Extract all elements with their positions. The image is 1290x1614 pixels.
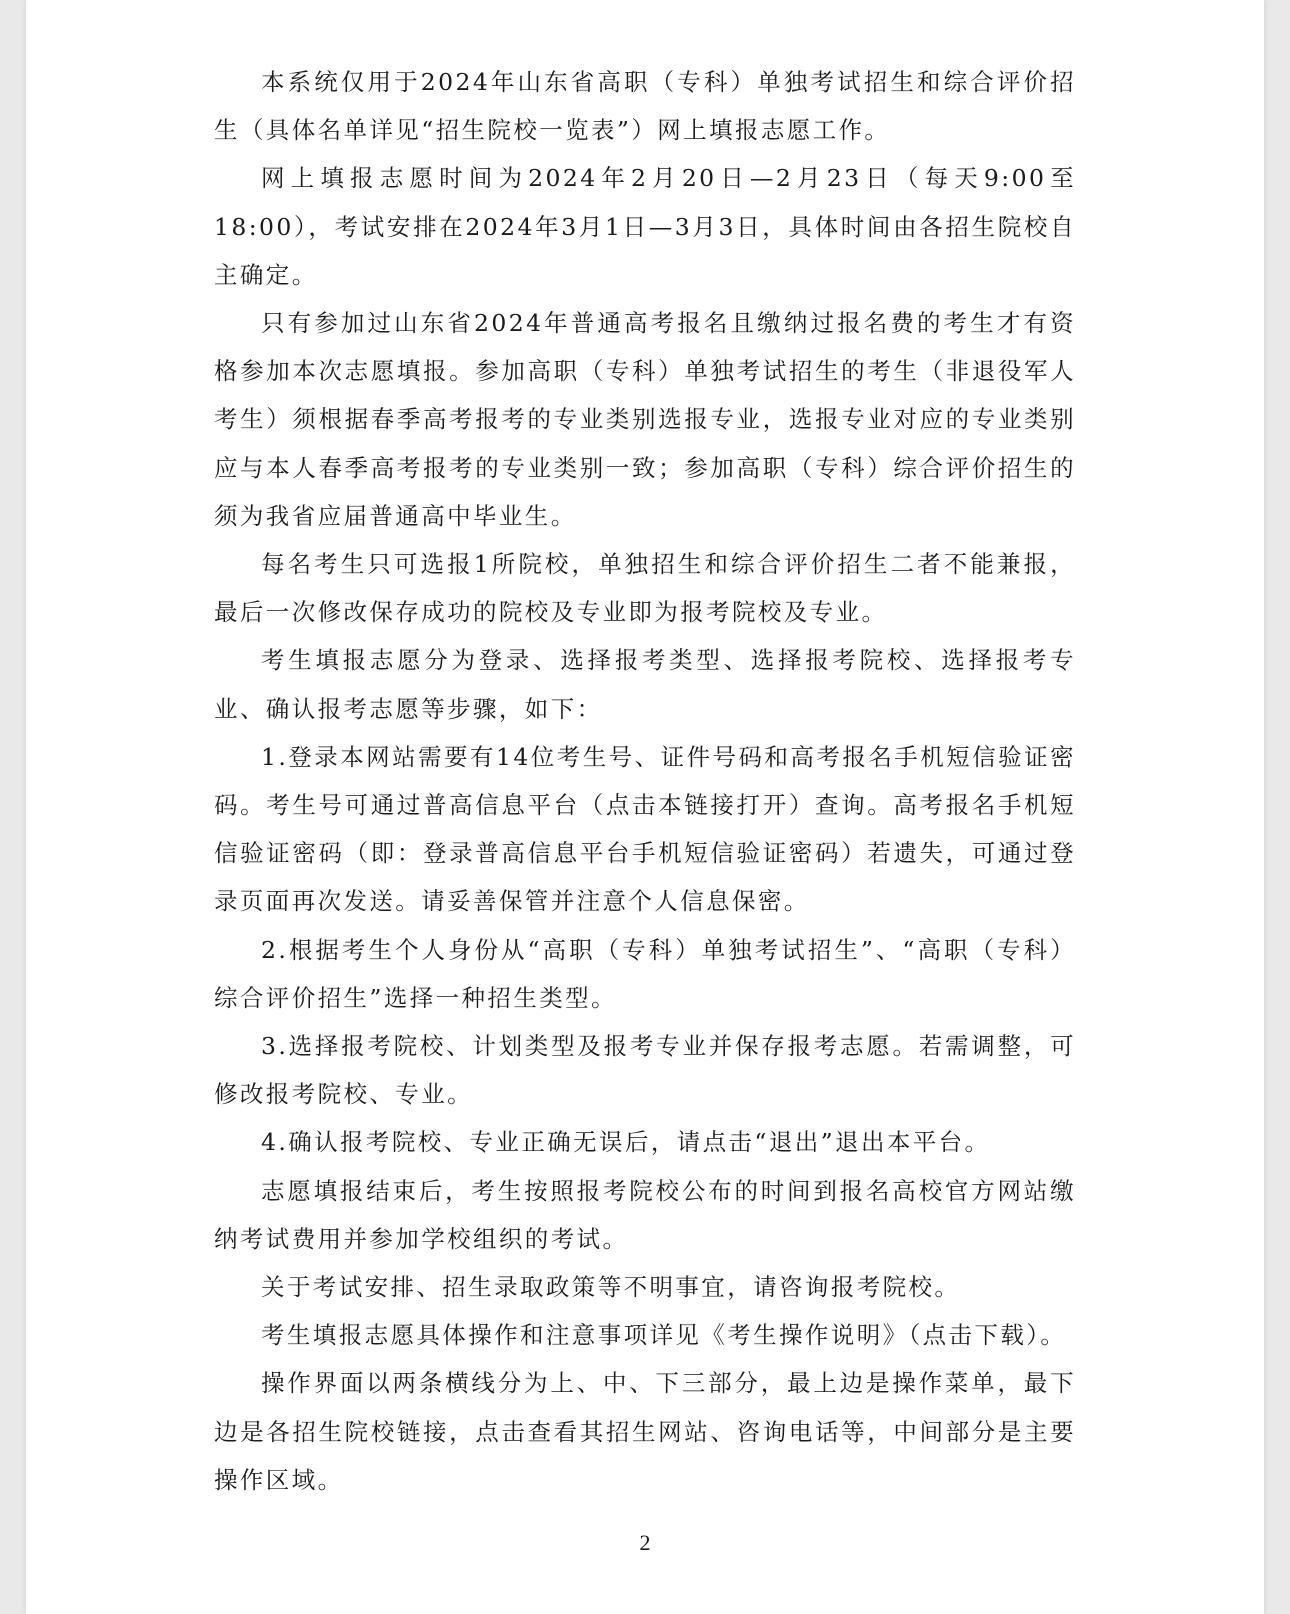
paragraph-inquiry: 关于考试安排、招生录取政策等不明事宜，请咨询报考院校。 bbox=[261, 1273, 961, 1302]
paragraph-selection-rule: 每名考生只可选报1所院校，单独招生和综合评价招生二者不能兼报，最后一次修改保存成功的院校及专业即为报考院校及专业。 bbox=[214, 550, 1076, 627]
paragraph-step-2: 2.根据考生个人身份从“高职（专科）单独考试招生”、“高职（专科）综合评价招生”选择一种招生类型。 bbox=[214, 935, 1076, 1012]
paragraph-after-filing: 志愿填报结束后，考生按照报考院校公布的时间到报名高校官方网站缴纳考试费用并参加学校组织的考试。 bbox=[214, 1176, 1076, 1253]
paragraph-step-1: 1.登录本网站需要有14位考生号、证件号码和高考报名手机短信验证密码。考生号可通过普高信息平台（点击本链接打开）查询。高考报名手机短信验证密码（即：登录普高信息平台手机短信验证密码）若遗失，可通过登录页面再次发送。请妥善保管并注意个人信息保密。 bbox=[214, 742, 1076, 916]
paragraph-intro: 本系统仅用于2024年山东省高职（专科）单独考试招生和综合评价招生（具体名单详见“招生院校一览表”）网上填报志愿工作。 bbox=[214, 68, 1076, 145]
page-number: 2 bbox=[639, 1530, 651, 1555]
paragraph-step-4: 4.确认报考院校、专业正确无误后，请点击“退出”退出本平台。 bbox=[261, 1128, 991, 1157]
paragraph-instructions: 考生填报志愿具体操作和注意事项详见《考生操作说明》（点击下载）。 bbox=[261, 1321, 1067, 1350]
document-body bbox=[214, 58, 1076, 1504]
paragraph-schedule: 网上填报志愿时间为2024年2月20日—2月23日（每天9:00至18:00），考试安排在2024年3月1日—3月3日，具体时间由各招生院校自主确定。 bbox=[214, 164, 1076, 289]
paragraph-eligibility: 只有参加过山东省2024年普通高考报名且缴纳过报名费的考生才有资格参加本次志愿填报。参加高职（专科）单独考试招生的考生（非退役军人考生）须根据春季高考报考的专业类别选报专业，选报专业对应的专业类别应与本人春季高考报考的专业类别一致；参加高职（专科）综合评价招生的须为我省应届普通高中毕业生。 bbox=[214, 309, 1076, 530]
document-page bbox=[26, 0, 1264, 1614]
paragraph-interface-layout: 操作界面以两条横线分为上、中、下三部分，最上边是操作菜单，最下边是各招生院校链接，点击查看其招生网站、咨询电话等，中间部分是主要操作区域。 bbox=[214, 1369, 1076, 1494]
paragraph-steps-intro: 考生填报志愿分为登录、选择报考类型、选择报考院校、选择报考专业、确认报考志愿等步骤，如下： bbox=[214, 646, 1076, 723]
paragraph-step-3: 3.选择报考院校、计划类型及报考专业并保存报考志愿。若需调整，可修改报考院校、专业。 bbox=[214, 1032, 1076, 1109]
